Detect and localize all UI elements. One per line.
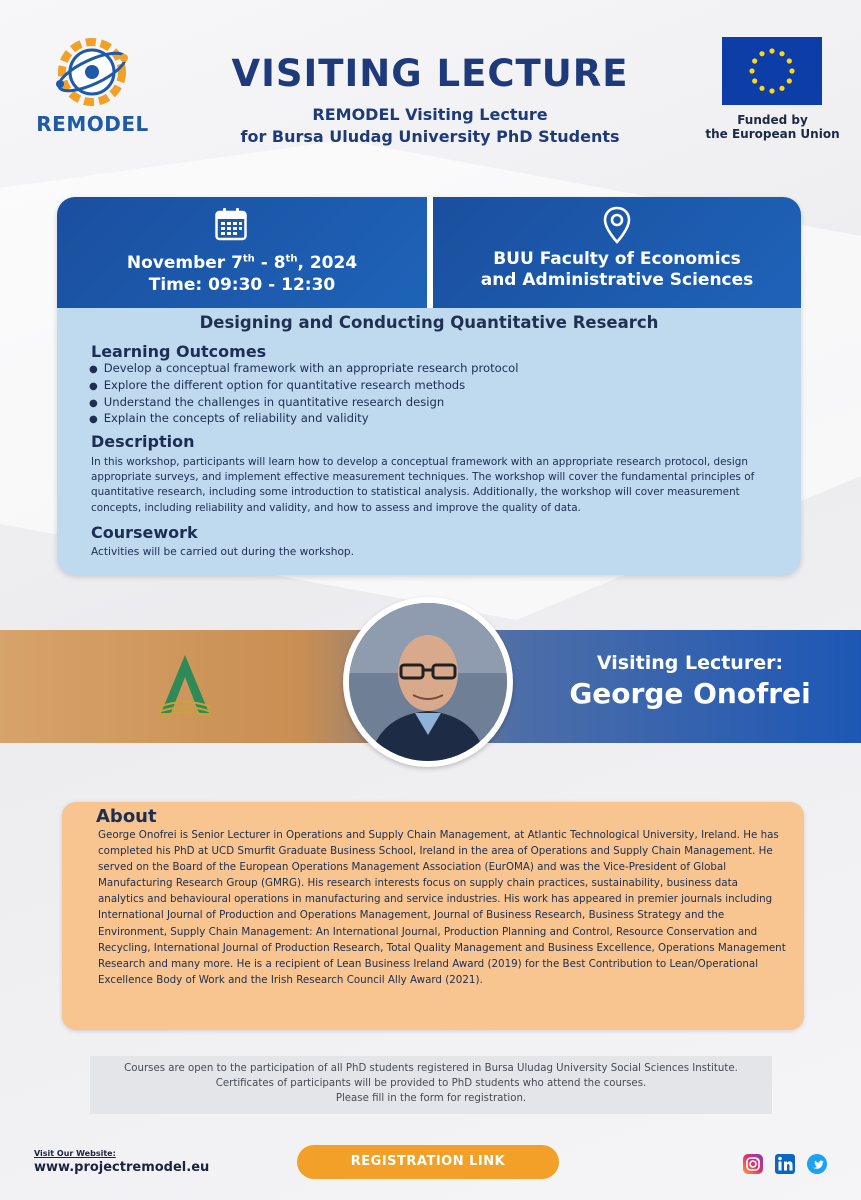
event-time: Time: 09:30 - 12:30 xyxy=(148,275,336,295)
gear-logo-icon xyxy=(30,28,155,112)
date-end: - 8 xyxy=(254,253,286,273)
location-line-1: BUU Faculty of Economics xyxy=(493,249,741,269)
notice-line-1: Courses are open to the participation of all PhD students registered in Bursa Uludag University Social Sciences Institute. xyxy=(124,1063,738,1074)
lecturer-label: Visiting Lecturer: xyxy=(596,652,784,674)
avatar xyxy=(349,603,507,761)
date-suffix-2: th xyxy=(285,253,298,265)
visit-label: Visit Our Website: xyxy=(34,1149,116,1158)
lecturer-name: George Onofrei xyxy=(569,677,811,710)
date-panel xyxy=(57,197,427,308)
date-start: November 7 xyxy=(126,253,243,273)
page-title: VISITING LECTURE xyxy=(231,52,629,95)
subtitle-line-1: REMODEL Visiting Lecture xyxy=(312,105,548,124)
workshop-title: Designing and Conducting Quantitative Research xyxy=(199,313,659,332)
website-link[interactable]: www.projectremodel.eu xyxy=(34,1160,210,1175)
atu-logo xyxy=(155,647,305,727)
location-line-2: and Administrative Sciences xyxy=(480,270,754,290)
eu-flag-icon xyxy=(722,37,822,105)
learning-outcomes-heading: Learning Outcomes xyxy=(91,342,267,361)
date-suffix-1: th xyxy=(242,253,255,265)
notice-line-3: Please fill in the form for registration. xyxy=(335,1093,527,1104)
workshop-card xyxy=(57,197,801,575)
event-date xyxy=(57,253,427,273)
list-item: ● Explain the concepts of reliability and validity xyxy=(89,411,769,428)
remodel-logo xyxy=(30,28,155,140)
about-heading: About xyxy=(96,806,157,827)
calendar-icon xyxy=(215,207,247,241)
registration-notice xyxy=(90,1056,772,1114)
list-item: ● Explore the different option for quantitative research methods xyxy=(89,378,769,395)
location-panel xyxy=(433,197,801,308)
eu-funding-text xyxy=(700,113,845,141)
atu-emblem-icon xyxy=(155,651,215,721)
lecturer-photo xyxy=(343,597,513,767)
subtitle-line-2: for Bursa Uludag University PhD Students xyxy=(240,127,620,146)
eu-line-2: the European Union xyxy=(705,127,840,141)
date-year: , 2024 xyxy=(297,253,358,273)
notice-line-2: Certificates of participants will be provided to PhD students who attend the courses. xyxy=(215,1078,647,1089)
location-pin-icon xyxy=(603,206,631,244)
learning-outcomes-list xyxy=(89,361,769,428)
about-text: George Onofrei is Senior Lecturer in Operations and Supply Chain Management, at Atlantic Technological University, Ireland. He has completed his PhD at UCD Smurfit Graduate Business School, Ireland in the area of Operations and Supply Chain Management. He served on the Board of the European Operations Management Association (EurOMA) and was the Vice-President of Global Manufacturing Research Group (GMRG). His research interests focus on supply chain practices, sustainability, business data analytics and behavioural operations in manufacturing and service industries. His work has appeared in premier journals including International Journal of Production and Operations Management, Journal of Business Research, Business Strategy and the Environment, Supply Chain Management: An International Journal, Production Planning and Control, Resource Conservation and Recycling, International Journal of Production Research, Total Quality Management and Business Excellence, Operations Management Research and many more. He is a recipient of Lean Business Ireland Award (2019) for the Best Contribution to Lean/Operational Excellence Body of Work and the Irish Research Council Ally Award (2021). xyxy=(98,829,786,986)
about-card xyxy=(62,802,804,1030)
person-portrait-icon xyxy=(349,603,507,761)
logo-text: REMODEL xyxy=(36,112,149,136)
subtitle xyxy=(160,104,700,148)
twitter-icon[interactable] xyxy=(806,1153,828,1175)
eu-line-1: Funded by xyxy=(737,113,808,127)
description-heading: Description xyxy=(91,432,195,451)
list-item: ● Develop a conceptual framework with an appropriate research protocol xyxy=(89,361,769,378)
coursework-text: Activities will be carried out during the workshop. xyxy=(91,546,355,558)
registration-button[interactable]: REGISTRATION LINK xyxy=(297,1145,559,1179)
list-item: ● Understand the challenges in quantitative research design xyxy=(89,395,769,412)
coursework-heading: Coursework xyxy=(91,523,198,542)
description-text: In this workshop, participants will learn how to develop a conceptual framework with an appropriate research protocol, design appropriate surveys, and implement effective measurement techniques. The workshop will cover the fundamental principles of quantitative research, including some introduction to statistical analysis. Additionally, the workshop will cover measurement concepts, including reliability and validity, and how to assess and improve the quality of data. xyxy=(91,456,755,514)
instagram-icon[interactable] xyxy=(742,1153,764,1175)
card-header xyxy=(57,197,801,308)
linkedin-icon[interactable] xyxy=(774,1153,796,1175)
